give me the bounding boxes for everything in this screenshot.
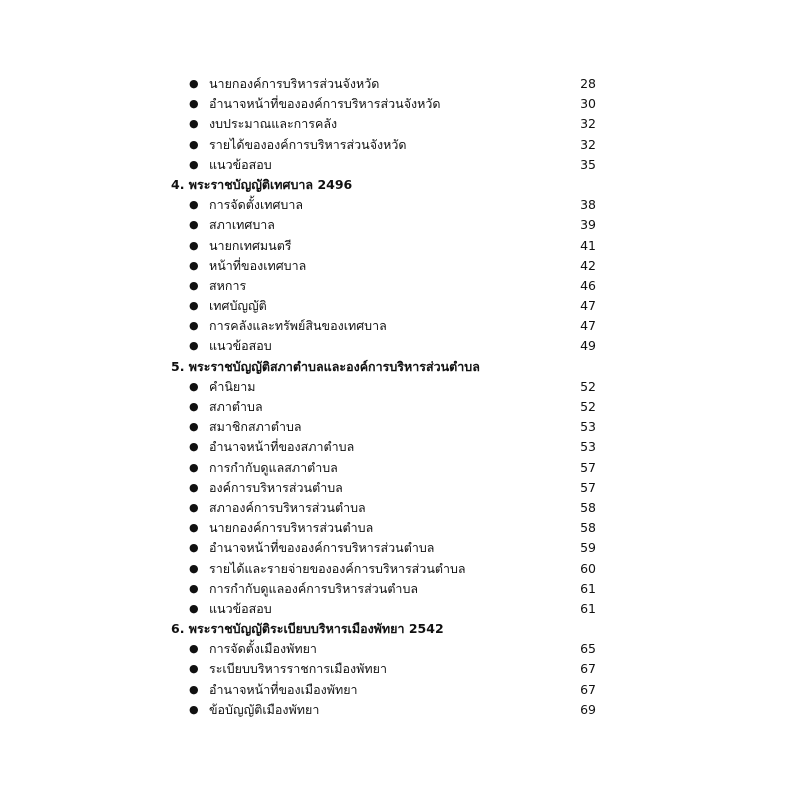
toc-entry-page-number: 42 bbox=[580, 257, 596, 273]
toc-entry-label: การคลังและทรัพย์สินของเทศบาล bbox=[209, 318, 387, 334]
bullet-icon: ● bbox=[189, 97, 199, 111]
table-of-contents bbox=[0, 74, 800, 720]
toc-entry bbox=[0, 397, 800, 417]
toc-entry-label: คำนิยาม bbox=[209, 378, 256, 394]
toc-entry-page-number: 35 bbox=[580, 156, 596, 172]
toc-entry-label: เทศบัญญัติ bbox=[209, 298, 267, 314]
toc-entry-label: อำนาจหน้าที่ของเมืองพัทยา bbox=[209, 681, 358, 697]
toc-entry bbox=[0, 559, 800, 579]
bullet-icon: ● bbox=[189, 420, 199, 434]
toc-entry bbox=[0, 478, 800, 498]
toc-heading-label: 4. พระราชบัญญัติเทศบาล 2496 bbox=[171, 176, 353, 192]
bullet-icon: ● bbox=[189, 157, 199, 171]
toc-entry-page-number: 59 bbox=[580, 540, 596, 556]
toc-entry bbox=[0, 114, 800, 134]
toc-entry bbox=[0, 135, 800, 155]
toc-entry-label: อำนาจหน้าที่ของสภาตำบล bbox=[209, 439, 355, 455]
bullet-icon: ● bbox=[189, 278, 199, 292]
toc-section-heading bbox=[0, 175, 800, 195]
toc-entry bbox=[0, 518, 800, 538]
toc-heading-label: 6. พระราชบัญญัติระเบียบบริหารเมืองพัทยา 2542 bbox=[171, 621, 444, 637]
bullet-icon: ● bbox=[189, 521, 199, 535]
toc-entry-label: การจัดตั้งเมืองพัทยา bbox=[209, 641, 317, 657]
toc-entry-label: ระเบียบบริหารราชการเมืองพัทยา bbox=[209, 661, 387, 677]
toc-entry bbox=[0, 195, 800, 215]
bullet-icon: ● bbox=[189, 480, 199, 494]
toc-entry-page-number: 41 bbox=[580, 237, 596, 253]
toc-entry-page-number: 47 bbox=[580, 298, 596, 314]
toc-entry bbox=[0, 296, 800, 316]
toc-entry bbox=[0, 659, 800, 679]
toc-entry-page-number: 69 bbox=[580, 701, 596, 717]
toc-entry-label: แนวข้อสอบ bbox=[209, 338, 272, 354]
toc-entry bbox=[0, 94, 800, 114]
toc-entry-label: รายได้ขององค์การบริหารส่วนจังหวัด bbox=[209, 136, 407, 152]
bullet-icon: ● bbox=[189, 500, 199, 514]
toc-entry-label: สภาองค์การบริหารส่วนตำบล bbox=[209, 499, 366, 515]
toc-entry-label: แนวข้อสอบ bbox=[209, 600, 272, 616]
toc-section-heading bbox=[0, 357, 800, 377]
toc-entry-page-number: 67 bbox=[580, 681, 596, 697]
toc-entry-page-number: 67 bbox=[580, 661, 596, 677]
bullet-icon: ● bbox=[189, 299, 199, 313]
toc-entry-page-number: 52 bbox=[580, 378, 596, 394]
toc-entry-page-number: 53 bbox=[580, 439, 596, 455]
toc-entry bbox=[0, 215, 800, 235]
bullet-icon: ● bbox=[189, 379, 199, 393]
toc-entry-page-number: 53 bbox=[580, 419, 596, 435]
toc-entry bbox=[0, 256, 800, 276]
bullet-icon: ● bbox=[189, 400, 199, 413]
bullet-icon: ● bbox=[189, 77, 199, 90]
toc-entry bbox=[0, 155, 800, 175]
bullet-icon: ● bbox=[189, 440, 199, 454]
toc-entry bbox=[0, 680, 800, 700]
toc-entry bbox=[0, 74, 800, 94]
bullet-icon: ● bbox=[189, 682, 199, 696]
toc-entry bbox=[0, 377, 800, 397]
toc-entry-page-number: 28 bbox=[580, 76, 596, 91]
bullet-icon: ● bbox=[189, 702, 199, 716]
toc-entry bbox=[0, 599, 800, 619]
bullet-icon: ● bbox=[189, 117, 199, 131]
toc-entry-label: งบประมาณและการคลัง bbox=[209, 116, 338, 132]
toc-entry-label: รายได้และรายจ่ายขององค์การบริหารส่วนตำบล bbox=[209, 560, 466, 576]
toc-entry bbox=[0, 276, 800, 296]
toc-entry bbox=[0, 639, 800, 659]
toc-entry bbox=[0, 498, 800, 518]
toc-entry-page-number: 32 bbox=[580, 116, 596, 132]
toc-entry-page-number: 57 bbox=[580, 459, 596, 475]
bullet-icon: ● bbox=[189, 541, 199, 555]
bullet-icon: ● bbox=[189, 642, 199, 656]
toc-entry-label: การกำกับดูแลสภาตำบล bbox=[209, 459, 338, 475]
toc-entry-label: สหการ bbox=[209, 277, 247, 293]
toc-entry-page-number: 30 bbox=[580, 96, 596, 112]
bullet-icon: ● bbox=[189, 137, 199, 151]
toc-entry-page-number: 46 bbox=[580, 277, 596, 293]
toc-heading-label: 5. พระราชบัญญัติสภาตำบลและองค์การบริหารส่วนตำบล bbox=[171, 358, 480, 374]
toc-entry bbox=[0, 458, 800, 478]
toc-entry-page-number: 32 bbox=[580, 136, 596, 152]
toc-entry-label: นายกเทศมนตรี bbox=[209, 237, 292, 253]
bullet-icon: ● bbox=[189, 581, 199, 595]
bullet-icon: ● bbox=[189, 258, 199, 272]
toc-section-heading bbox=[0, 619, 800, 639]
toc-entry-page-number: 61 bbox=[580, 580, 596, 596]
toc-entry bbox=[0, 316, 800, 336]
toc-entry-label: หน้าที่ของเทศบาล bbox=[209, 257, 307, 273]
toc-entry-label: อำนาจหน้าที่ขององค์การบริหารส่วนจังหวัด bbox=[209, 96, 441, 112]
toc-entry bbox=[0, 417, 800, 437]
toc-entry bbox=[0, 336, 800, 356]
toc-entry bbox=[0, 700, 800, 720]
toc-entry-page-number: 39 bbox=[580, 217, 596, 233]
toc-entry-page-number: 47 bbox=[580, 318, 596, 334]
bullet-icon: ● bbox=[189, 601, 199, 615]
bullet-icon: ● bbox=[189, 460, 199, 474]
toc-entry bbox=[0, 437, 800, 457]
toc-entry bbox=[0, 538, 800, 558]
toc-entry-label: ข้อบัญญัติเมืองพัทยา bbox=[209, 701, 320, 717]
toc-entry-page-number: 57 bbox=[580, 479, 596, 495]
toc-entry-page-number: 49 bbox=[580, 338, 596, 354]
toc-entry-page-number: 65 bbox=[580, 641, 596, 657]
toc-entry-label: นายกองค์การบริหารส่วนจังหวัด bbox=[209, 76, 380, 91]
toc-entry-label: แนวข้อสอบ bbox=[209, 156, 272, 172]
bullet-icon: ● bbox=[189, 198, 199, 212]
toc-entry-page-number: 52 bbox=[580, 399, 596, 414]
toc-entry-label: อำนาจหน้าที่ขององค์การบริหารส่วนตำบล bbox=[209, 540, 435, 556]
bullet-icon: ● bbox=[189, 319, 199, 333]
toc-entry-label: สภาตำบล bbox=[209, 399, 263, 414]
toc-entry-page-number: 60 bbox=[580, 560, 596, 576]
bullet-icon: ● bbox=[189, 339, 199, 353]
toc-entry-label: นายกองค์การบริหารส่วนตำบล bbox=[209, 520, 374, 536]
bullet-icon: ● bbox=[189, 561, 199, 575]
toc-entry-page-number: 61 bbox=[580, 600, 596, 616]
toc-entry-label: องค์การบริหารส่วนตำบล bbox=[209, 479, 343, 495]
toc-entry-label: สมาชิกสภาตำบล bbox=[209, 419, 302, 435]
toc-entry bbox=[0, 236, 800, 256]
toc-entry bbox=[0, 579, 800, 599]
toc-entry-page-number: 38 bbox=[580, 197, 596, 213]
toc-entry-page-number: 58 bbox=[580, 499, 596, 515]
toc-entry-label: การจัดตั้งเทศบาล bbox=[209, 197, 304, 213]
toc-entry-label: การกำกับดูแลองค์การบริหารส่วนตำบล bbox=[209, 580, 419, 596]
bullet-icon: ● bbox=[189, 662, 199, 676]
toc-entry-label: สภาเทศบาล bbox=[209, 217, 275, 233]
toc-entry-page-number: 58 bbox=[580, 520, 596, 536]
bullet-icon: ● bbox=[189, 238, 199, 252]
bullet-icon: ● bbox=[189, 218, 199, 232]
